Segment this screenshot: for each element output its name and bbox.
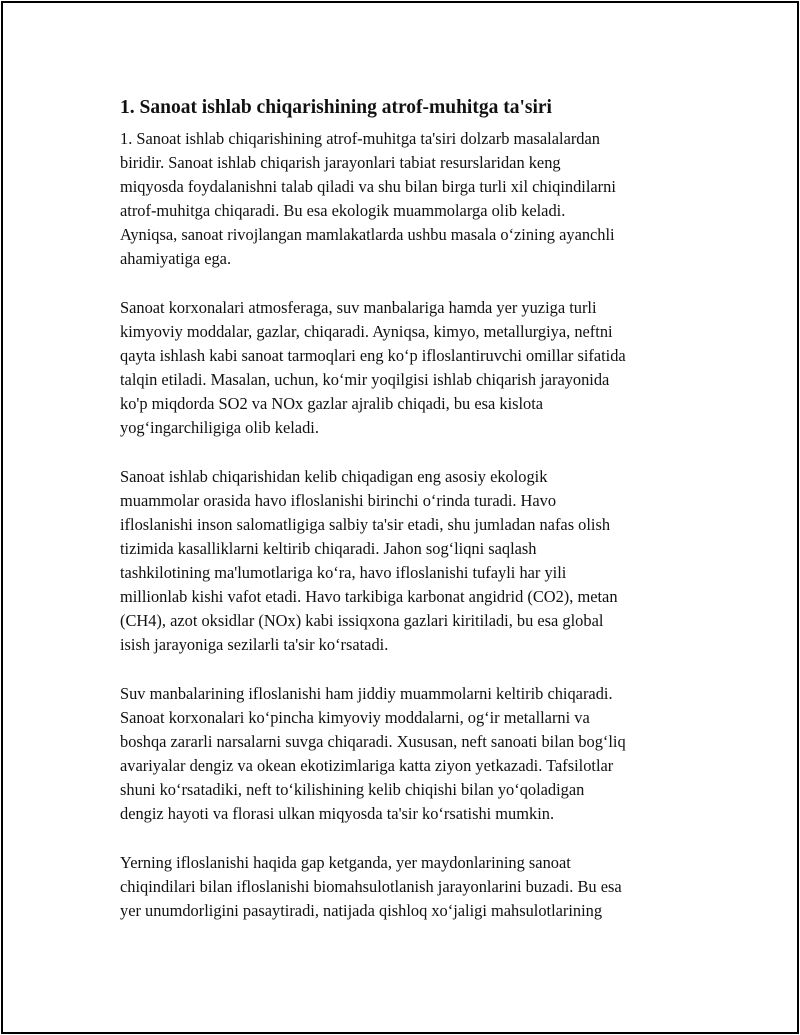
text-line: tashkilotining ma'lumotlariga ko‘ra, havo ifloslanishi tufayli har yili [120,563,567,583]
text-line: millionlab kishi vafot etadi. Havo tarkibiga karbonat angidrid (CO2), metan [120,587,618,607]
text-line: Sanoat korxonalari atmosferaga, suv manbalariga hamda yer yuziga turli [120,297,597,317]
text-line: shuni ko‘rsatadiki, neft to‘kilishining kelib chiqishi bilan yo‘qoladigan [120,780,585,800]
text-line: Sanoat korxonalari ko‘pincha kimyoviy moddalarni, og‘ir metallarni va [120,707,590,727]
text-line: ahamiyatiga ega. [120,249,232,269]
text-line: ko'p miqdorda SO2 va NOx gazlar ajralib chiqadi, bu esa kislota [120,394,544,414]
paragraph-4 [120,682,710,827]
document-page [1,1,799,1034]
text-line: miqyosda foydalanishni talab qiladi va shu bilan birga turli xil chiqindilarni [120,177,616,197]
text-line: Ayniqsa, sanoat rivojlangan mamlakatlarda ushbu masala o‘zining ayanchli [120,225,615,245]
paragraph-5 [120,851,710,923]
text-line: muammolar orasida havo ifloslanishi birinchi o‘rinda turadi. Havo [120,490,557,510]
text-line: isish jarayoniga sezilarli ta'sir ko‘rsatadi. [120,635,389,655]
paragraph-3 [120,465,710,658]
paragraph-2 [120,296,710,441]
document-body [120,95,710,947]
text-line: qayta ishlash kabi sanoat tarmoqlari eng ko‘p ifloslantiruvchi omillar sifatida [120,346,626,366]
text-line: ifloslanishi inson salomatligiga salbiy ta'sir etadi, shu jumladan nafas olish [120,514,611,534]
text-line: tizimida kasalliklarni keltirib chiqaradi. Jahon sog‘liqni saqlash [120,539,537,558]
text-line: Suv manbalarining ifloslanishi ham jiddiy muammolarni keltirib chiqaradi. [120,683,613,703]
paragraph-1 [120,127,710,272]
text-line: Sanoat ishlab chiqarishidan kelib chiqadigan eng asosiy ekologik [120,466,548,486]
text-line: biridir. Sanoat ishlab chiqarish jarayonlari tabiat resurslaridan keng [120,153,561,173]
text-line: avariyalar dengiz va okean ekotizimlariga katta ziyon yetkazadi. Tafsilotlar [120,756,614,776]
text-line: boshqa zararli narsalarni suvga chiqaradi. Xususan, neft sanoati bilan bog‘liq [120,731,626,751]
text-line: kimyoviy moddalar, gazlar, chiqaradi. Ayniqsa, kimyo, metallurgiya, neftni [120,321,613,341]
text-line: 1. Sanoat ishlab chiqarishining atrof-muhitga ta'siri dolzarb masalalardan [120,129,600,148]
text-line: (CH4), azot oksidlar (NOx) kabi issiqxona gazlari kiritiladi, bu esa global [120,611,604,631]
text-line: dengiz hayoti va florasi ulkan miqyosda ta'sir ko‘rsatishi mumkin. [120,804,555,824]
section-heading: 1. Sanoat ishlab chiqarishining atrof-muhitga ta'siri [120,97,552,118]
text-line: yer unumdorligini pasaytiradi, natijada qishloq xo‘jaligi mahsulotlarining [120,900,603,920]
text-line: yog‘ingarchiligiga olib keladi. [120,418,319,438]
text-line: talqin etiladi. Masalan, uchun, ko‘mir yoqilgisi ishlab chiqarish jarayonida [120,370,610,390]
text-line: chiqindilari bilan ifloslanishi biomahsulotlanish jarayonlarini buzadi. Bu esa [120,876,622,896]
text-line: Yerning ifloslanishi haqida gap ketganda, yer maydonlarining sanoat [120,852,571,872]
text-line: atrof-muhitga chiqaradi. Bu esa ekologik muammolarga olib keladi. [120,201,566,221]
